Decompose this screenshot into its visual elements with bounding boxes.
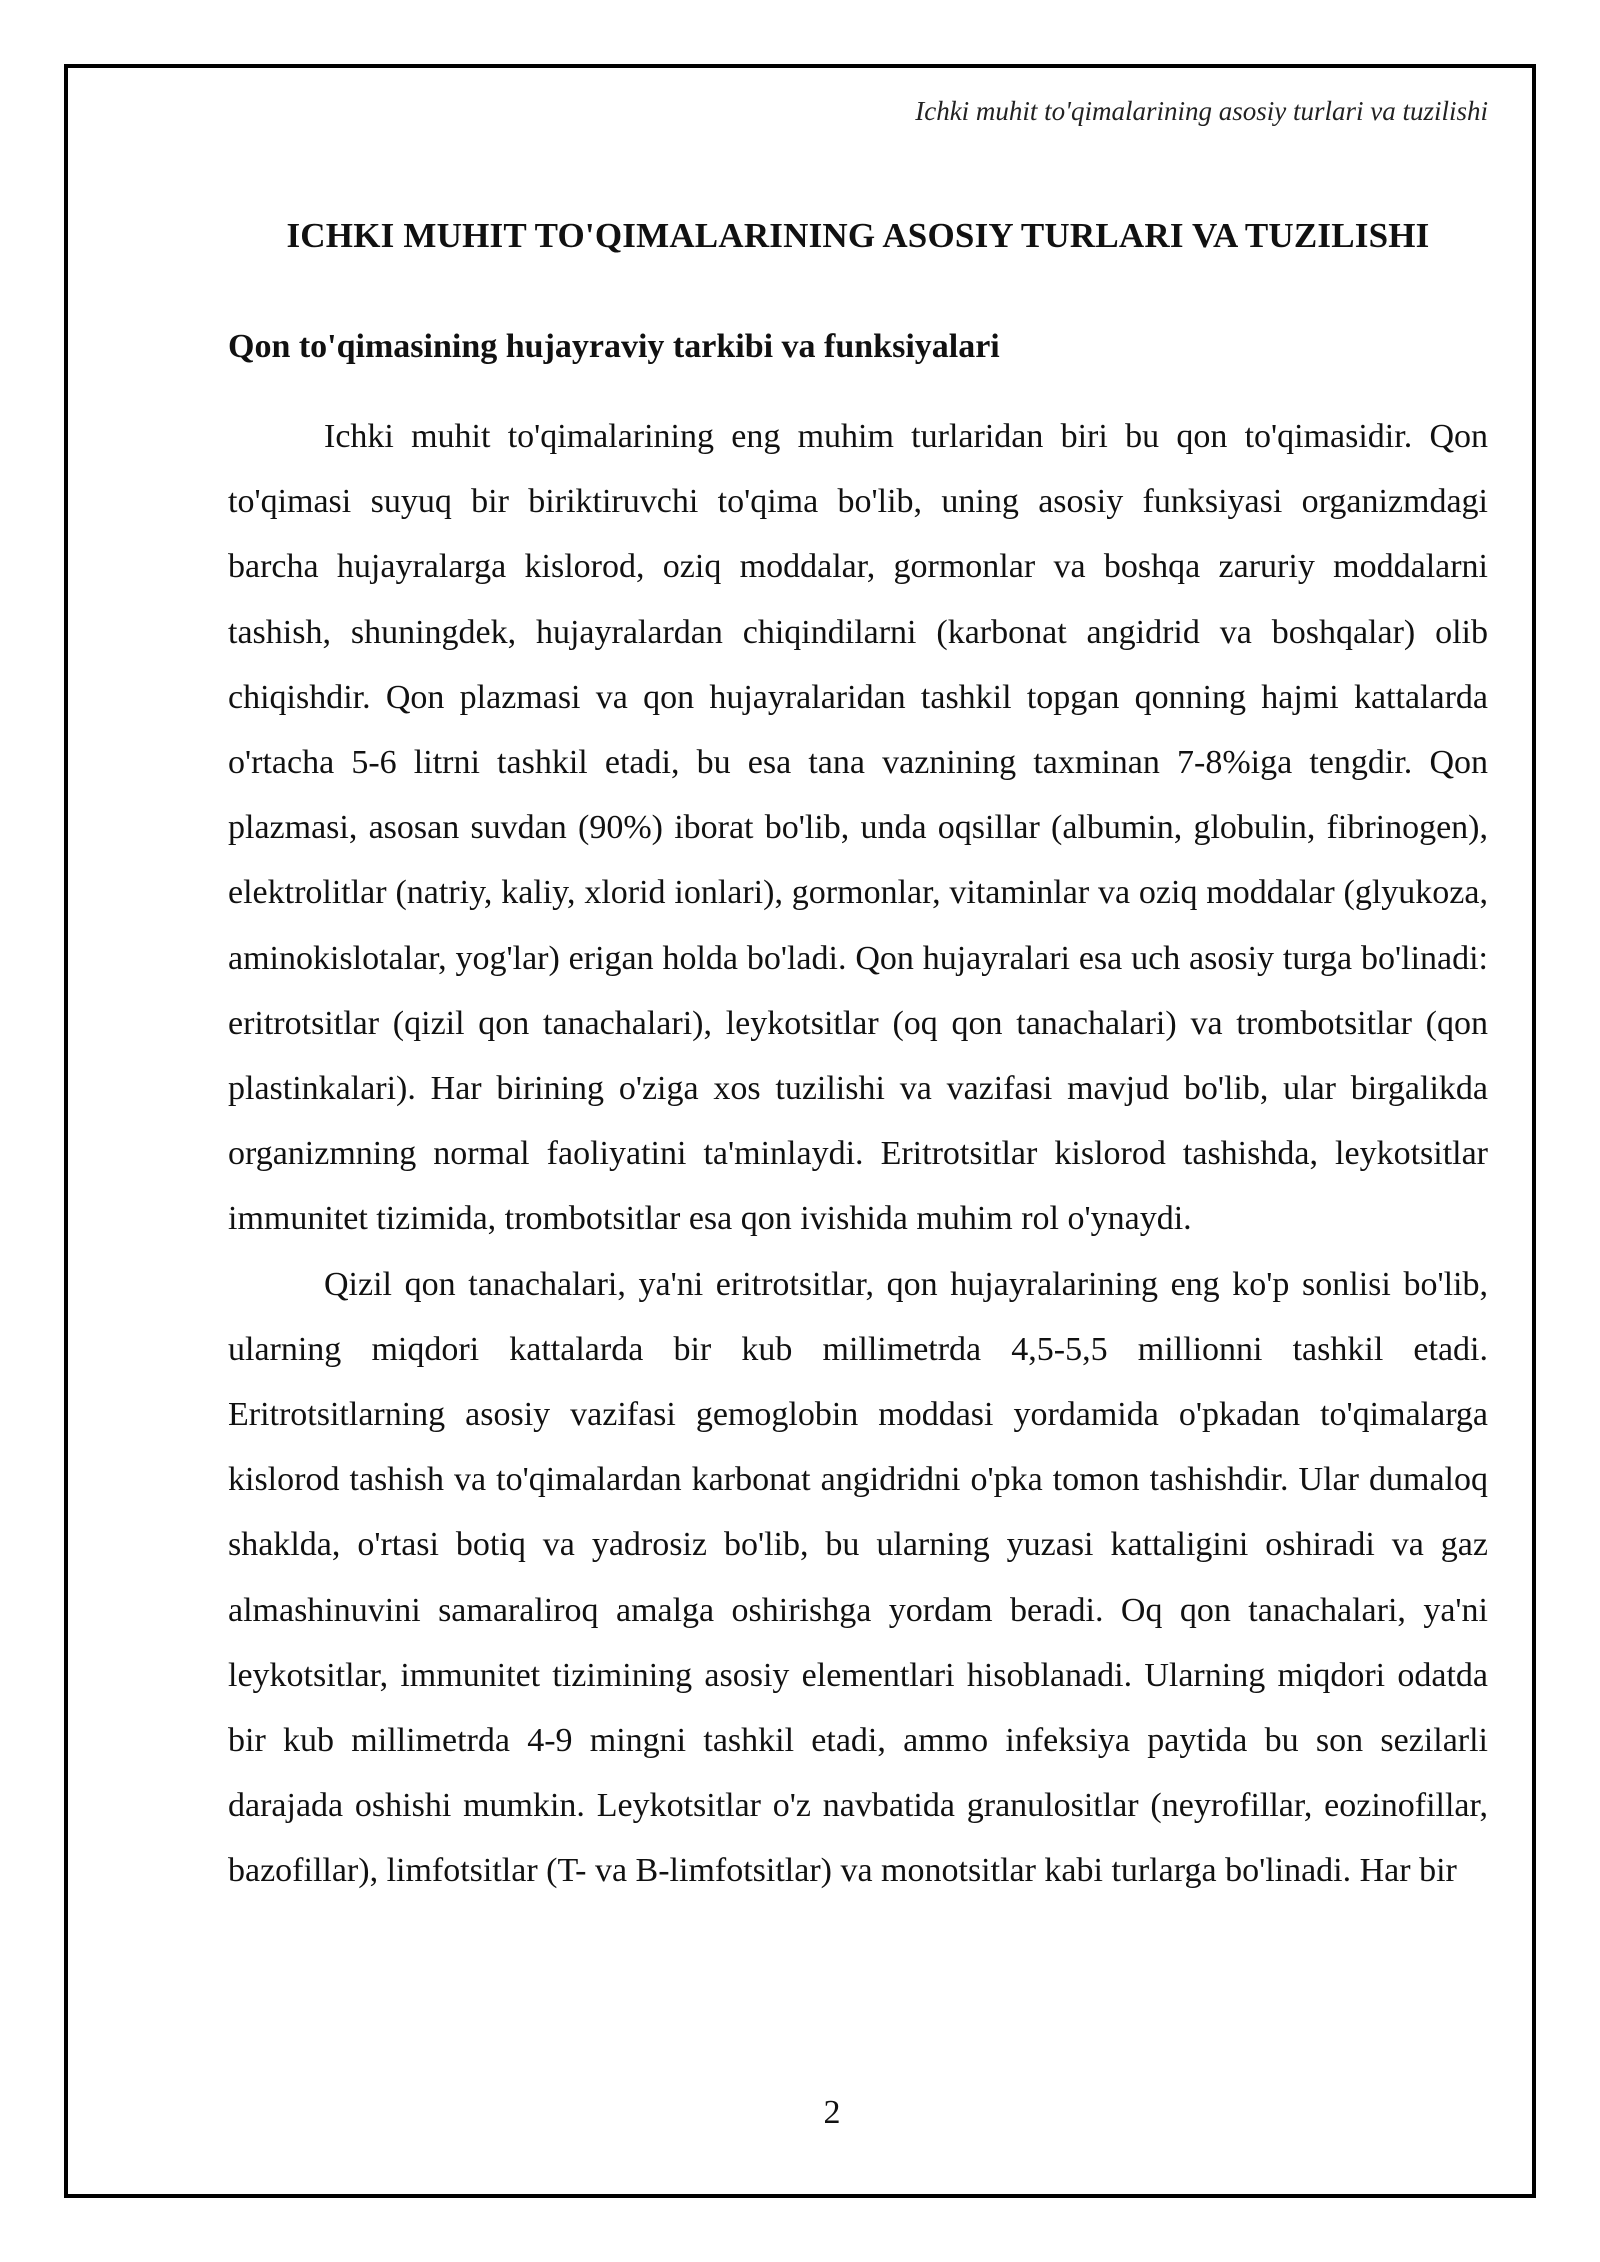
section-heading: Qon to'qimasining hujayraviy tarkibi va funksiyalari <box>228 328 1000 365</box>
paragraph: Qizil qon tanachalari, ya'ni eritrotsitlar, qon hujayralarining eng ko'p sonlisi bo'lib, ularning miqdori kattalarda bir kub millimetrda 4,5-5,5 millionni tashkil etadi. Eritrotsitlarning asosiy vazifasi gemoglobin moddasi yordamida o'pkadan to'qimalarga kislorod tashish va to'qimalardan karbonat angidridni o'pka tomon tashishdir. Ular dumaloq shaklda, o'rtasi botiq va yadrosiz bo'lib, bu ularning yuzasi kattaligini oshiradi va gaz almashinuvini samaraliroq amalga oshirishga yordam beradi. Oq qon tanachalari, ya'ni leykotsitlar, immunitet tizimining asosiy elementlari hisoblanadi. Ularning miqdori odatda bir kub millimetrda 4-9 mingni tashkil etadi, ammo infeksiya paytida bu son sezilarli darajada oshishi mumkin. Leykotsitlar o'z navbatida granulositlar (neyrofillar, eozinofillar, bazofillar), limfotsitlar (T- va B-limfotsitlar) va monotsitlar kabi turlarga bo'linadi. Har bir <box>228 1265 1488 1890</box>
body-text <box>228 404 1488 1904</box>
page-number: 2 <box>823 2094 841 2131</box>
paragraph: Ichki muhit to'qimalarining eng muhim turlaridan biri bu qon to'qimasidir. Qon to'qimasi suyuq bir biriktiruvchi to'qima bo'lib, uning asosiy funksiyasi organizmdagi barcha hujayralarga kislorod, oziq moddalar, gormonlar va boshqa zaruriy moddalarni tashish, shuningdek, hujayralardan chiqindilarni (karbonat angidrid va boshqalar) olib chiqishdir. Qon plazmasi va qon hujayralaridan tashkil topgan qonning hajmi kattalarda o'rtacha 5-6 litrni tashkil etadi, bu esa tana vaznining taxminan 7-8%iga tengdir. Qon plazmasi, asosan suvdan (90%) iborat bo'lib, unda oqsillar (albumin, globulin, fibrinogen), elektrolitlar (natriy, kaliy, xlorid ionlari), gormonlar, vitaminlar va oziq moddalar (glyukoza, aminokislotalar, yog'lar) erigan holda bo'ladi. Qon hujayralari esa uch asosiy turga bo'linadi: eritrotsitlar (qizil qon tanachalari), leykotsitlar (oq qon tanachalari) va trombotsitlar (qon plastinkalari). Har birining o'ziga xos tuzilishi va vazifasi mavjud bo'lib, ular birgalikda organizmning normal faoliyatini ta'minlaydi. Eritrotsitlar kislorod tashishda, leykotsitlar immunitet tizimida, trombotsitlar esa qon ivishida muhim rol o'ynaydi. <box>228 418 1488 1238</box>
running-header: Ichki muhit to'qimalarining asosiy turlari va tuzilishi <box>915 96 1488 126</box>
document-title: ICHKI MUHIT TO'QIMALARINING ASOSIY TURLARI VA TUZILISHI <box>286 216 1430 255</box>
